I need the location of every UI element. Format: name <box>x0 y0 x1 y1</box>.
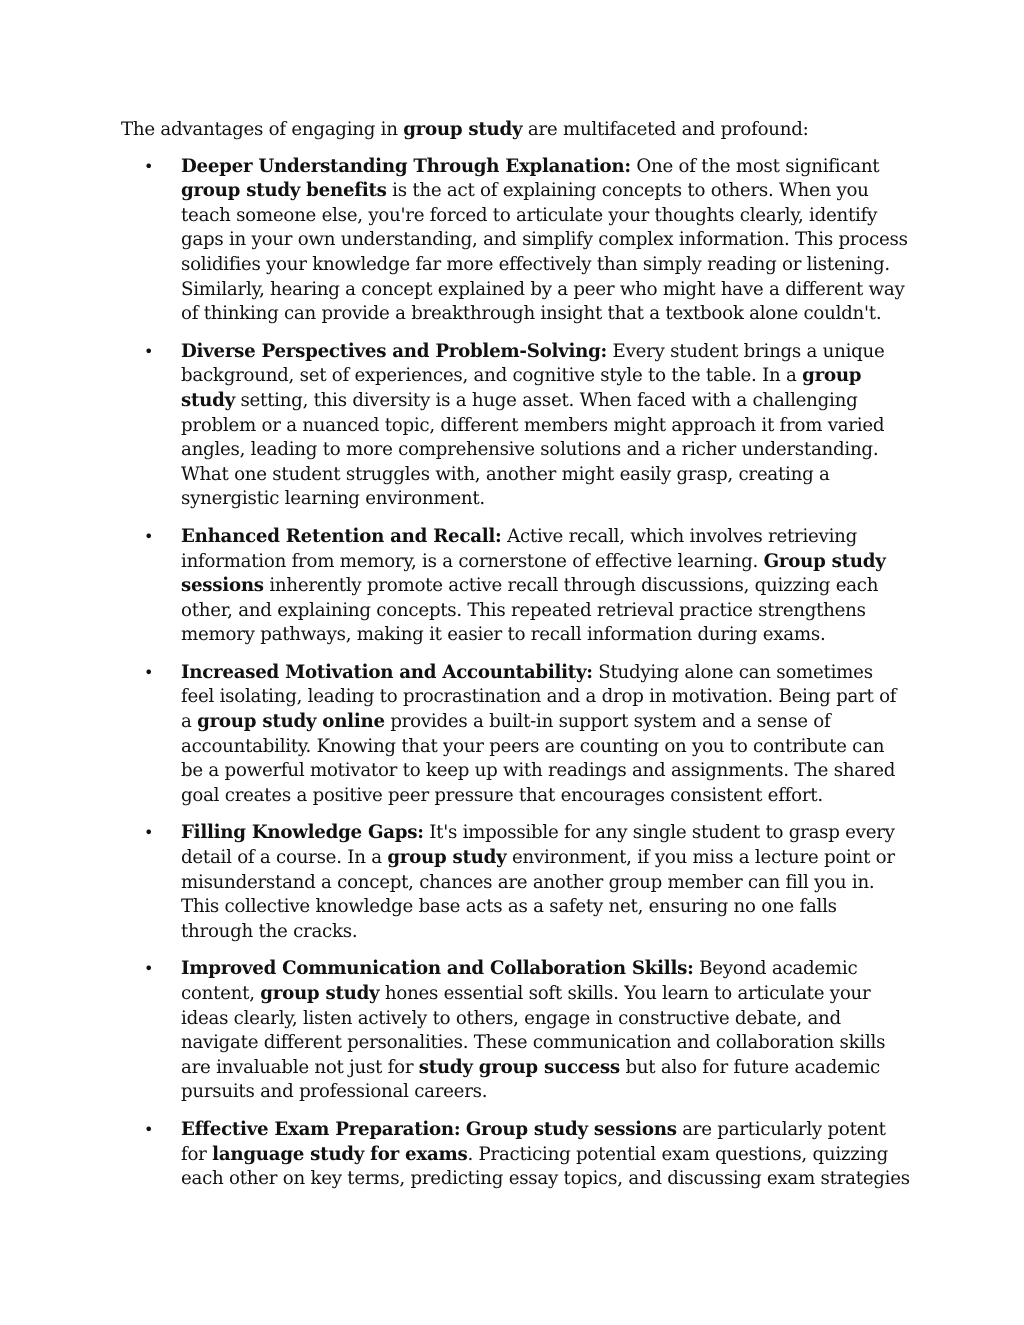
item-text: hones essential soft skills. You learn to articulate your ideas clearly, listen actively to others, engage in constructive debate, and navigate different personalities. These communication and collaboration skills are invaluable not just for <box>181 983 886 1078</box>
bullet-icon: • <box>144 959 154 979</box>
intro-bold-term: group study <box>403 119 523 140</box>
item-bold-term: group study <box>181 365 862 411</box>
bullet-icon: • <box>144 341 154 361</box>
item-heading: Improved Communication and Collaboration Skills: <box>181 958 694 980</box>
item-text: . Practicing potential exam questions, quizzing each other on key terms, predicting essay topics, and discussing exam strategies <box>181 1143 910 1190</box>
item-bold-term: group study online <box>197 711 385 733</box>
list-item <box>121 1118 911 1192</box>
intro-paragraph <box>121 118 911 143</box>
item-heading: Diverse Perspectives and Problem-Solving: <box>181 340 608 362</box>
list-item <box>121 525 911 648</box>
item-text: setting, this diversity is a huge asset. When faced with a challenging problem or a nuanced topic, different members might approach it from varied angles, leading to more comprehensive solutions and a richer understanding. What one student struggles with, another might easily grasp, creating a synergistic learning environment. <box>181 389 885 510</box>
bullet-icon: • <box>144 1119 154 1139</box>
item-heading: Filling Knowledge Gaps: <box>181 822 424 844</box>
item-text: Studying alone can sometimes feel isolating, leading to procrastination and a drop in motivation. Being part of a <box>181 661 897 733</box>
item-text: inherently promote active recall through discussions, quizzing each other, and explaining concepts. This repeated retrieval practice strengthens memory pathways, making it easier to recall information during exams. <box>181 575 879 646</box>
list-item <box>121 340 911 512</box>
list-item <box>121 661 911 809</box>
benefits-list <box>121 155 911 1192</box>
item-text: but also for future academic pursuits and professional careers. <box>181 1056 880 1103</box>
list-item <box>121 155 911 327</box>
intro-text-end: are multifaceted and profound: <box>522 119 809 140</box>
item-text: is the act of explaining concepts to others. When you teach someone else, you're forced to articulate your thoughts clearly, identify gaps in your own understanding, and simplify complex information. This process solidifies your knowledge far more effectively than simply reading or listening. Similarly, hearing a concept explained by a peer who might have a different way of thinking can provide a breakthrough insight that a textbook alone couldn't. <box>181 180 908 325</box>
bullet-icon: • <box>144 662 154 682</box>
item-text: It's impossible for any single student to grasp every detail of a course. In a <box>181 822 895 869</box>
item-text: provides a built-in support system and a sense of accountability. Knowing that your peers are counting on you to contribute can be a powerful motivator to keep up with readings and assignments. The shared goal creates a positive peer pressure that encourages consistent effort. <box>181 711 896 806</box>
item-heading: Deeper Understanding Through Explanation: <box>181 155 631 177</box>
item-heading: Increased Motivation and Accountability: <box>181 661 593 683</box>
item-text: environment, if you miss a lecture point or misunderstand a concept, chances are another group member can fill you in. This collective knowledge base acts as a safety net, ensuring no one falls through the cracks. <box>181 847 895 942</box>
item-text: Active recall, which involves retrieving information from memory, is a cornerstone of effective learning. <box>181 525 858 572</box>
item-bold-term: group study <box>260 983 380 1004</box>
item-bold-term: group study <box>387 847 507 869</box>
item-text: are particularly potent for <box>181 1118 886 1165</box>
bullet-icon: • <box>144 526 154 546</box>
item-bold-term: group study benefits <box>181 180 387 202</box>
item-text: Every student brings a unique background, set of experiences, and cognitive style to the table. In a <box>181 340 885 387</box>
intro-text: The advantages of engaging in <box>121 119 404 140</box>
list-item <box>121 821 911 944</box>
item-text: One of the most significant <box>630 155 880 177</box>
item-bold-term: language study for exams <box>212 1143 468 1165</box>
item-text: Beyond academic content, <box>181 958 858 1004</box>
list-item <box>121 957 911 1105</box>
item-bold-term: Group study sessions <box>181 550 886 597</box>
document-page <box>121 118 911 1205</box>
item-heading: Enhanced Retention and Recall: <box>181 525 502 547</box>
bullet-icon: • <box>144 156 154 176</box>
bullet-icon: • <box>144 823 154 843</box>
item-bold-term: study group success <box>418 1056 620 1078</box>
item-heading: Effective Exam Preparation: <box>181 1118 461 1140</box>
item-bold-term: Group study sessions <box>465 1118 677 1140</box>
